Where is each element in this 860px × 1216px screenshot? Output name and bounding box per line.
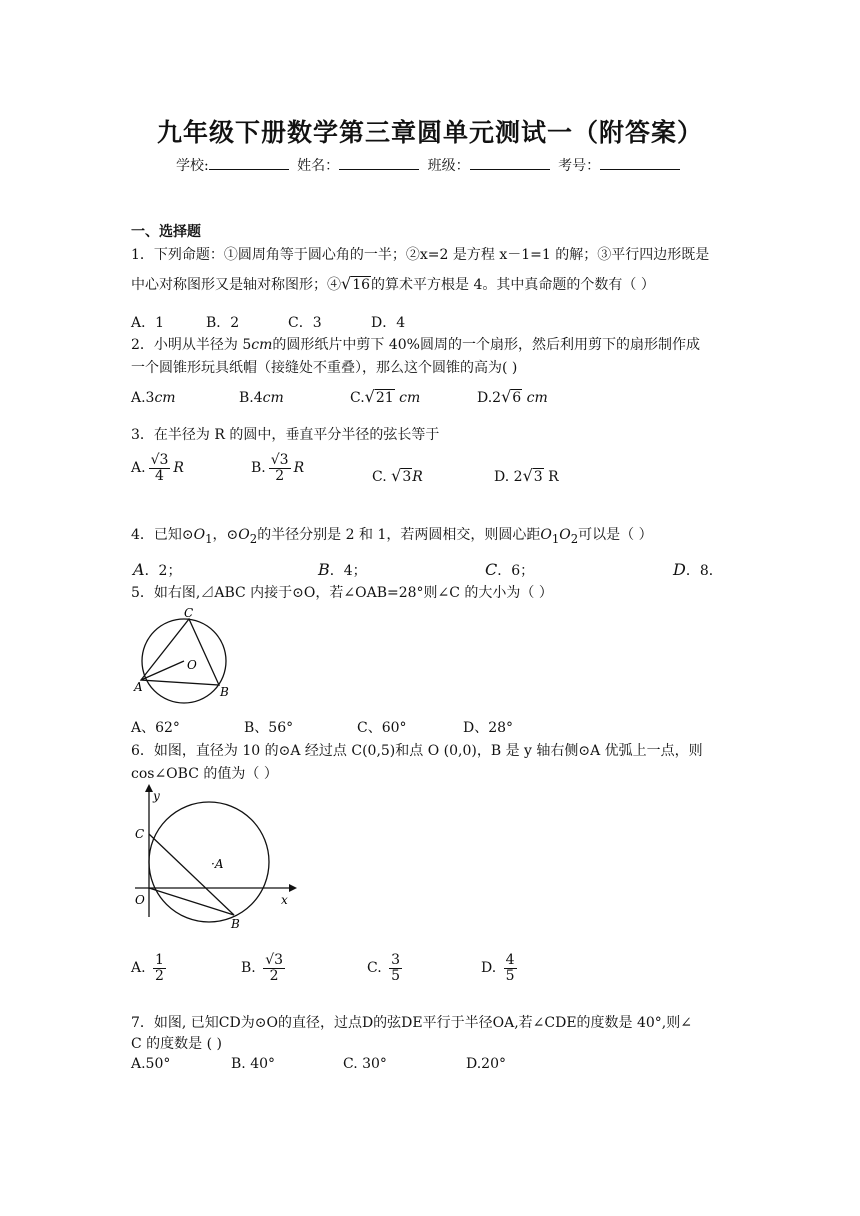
q5-line1: 5．如右图,⊿ABC 内接于⊙O，若∠OAB=28°则∠C 的大小为（ ） xyxy=(131,585,553,601)
q5-label-a: A xyxy=(134,680,143,694)
q7-option-a[interactable]: A.50° xyxy=(131,1056,171,1072)
q6-x-arrow xyxy=(289,884,297,892)
name-blank[interactable] xyxy=(339,156,419,170)
q6-label-b: B xyxy=(231,917,240,931)
q4-option-a[interactable]: A．2； xyxy=(133,560,182,579)
q7-option-d[interactable]: D.20° xyxy=(466,1056,506,1072)
q4-line1: 4．已知$⊙O_1$，$⊙O_2$的半径分别是 2 和 1，若两圆相交，则圆心距$O_1O_2$可以是（ ） xyxy=(131,527,653,546)
q2-option-c[interactable]: C.√21 cm xyxy=(350,387,421,406)
class-blank[interactable] xyxy=(470,156,550,170)
q7-option-b[interactable]: B. 40° xyxy=(231,1056,276,1072)
q7-line1: 7．如图, 已知CD为⊙O的直径，过点D的弦DE平行于半径OA,若∠CDE的度数是 40°,则∠ xyxy=(131,1015,692,1031)
q7-option-c[interactable]: C. 30° xyxy=(343,1056,387,1072)
q1-sqrt: √16 xyxy=(341,274,371,293)
q6-line1: 6．如图，直径为 10 的⊙A 经过点 C(0,5)和点 O (0,0)，B 是 y 轴右侧⊙A 优弧上一点，则 xyxy=(131,743,703,759)
q7-line2: C 的度数是 ( ) xyxy=(131,1036,222,1052)
q5-option-d[interactable]: D、28° xyxy=(463,720,514,736)
q6-label-x: x xyxy=(281,893,288,907)
q1-line2 xyxy=(131,274,655,294)
q3-option-a[interactable]: A. $\frac{√3}{4}$ R xyxy=(131,452,184,484)
student-info-row xyxy=(176,155,684,175)
class-label: 班级： xyxy=(427,158,470,174)
q1-option-c[interactable]: C．3 xyxy=(288,315,322,331)
q6-label-a: ·A xyxy=(211,857,224,871)
q6-segment-cb xyxy=(149,834,234,915)
q1-line2b: 的算术平方根是 4。其中真命题的个数有（ ） xyxy=(371,277,655,293)
q6-label-y: y xyxy=(153,789,160,803)
q2-line2: 一个圆锥形玩具纸帽（接缝处不重叠），那么这个圆锥的高为( ) xyxy=(131,360,518,376)
q2-line1: 2．小明从半径为 5cm的圆形纸片中剪下 40%圆周的一个扇形，然后利用剪下的扇形制作成 xyxy=(131,337,700,353)
q1-line2a: 中心对称图形又是轴对称图形；④ xyxy=(131,277,341,293)
q6-line2: cos∠OBC 的值为（ ） xyxy=(131,766,278,782)
q6-option-a[interactable]: A. $\frac{1}{2}$ xyxy=(131,952,164,984)
q2-option-d[interactable]: D.2√6 cm xyxy=(477,387,548,406)
q5-option-c[interactable]: C、60° xyxy=(357,720,407,736)
q6-segment-ob xyxy=(149,888,234,915)
name-label: 姓名： xyxy=(297,158,340,174)
q5-label-c: C xyxy=(184,606,194,620)
q6-label-c: C xyxy=(135,827,145,841)
q1-option-d[interactable]: D．4 xyxy=(371,315,406,331)
q6-y-arrow xyxy=(145,784,153,792)
q2-option-b[interactable]: B.4cm xyxy=(239,390,284,406)
q6-option-c[interactable]: C. $\frac{3}{5}$ xyxy=(367,952,401,984)
q3-line1: 3．在半径为 R 的圆中，垂直平分半径的弦长等于 xyxy=(131,427,440,443)
id-label: 考号： xyxy=(558,158,601,174)
q4-option-d[interactable]: D．8． xyxy=(673,560,723,579)
q1-option-a[interactable]: A．1 xyxy=(131,315,165,331)
q1-option-b[interactable]: B．2 xyxy=(206,315,240,331)
q4-option-c[interactable]: C．6； xyxy=(485,560,535,579)
q2-option-a[interactable]: A.3cm xyxy=(131,390,176,406)
q6-option-b[interactable]: B. $\frac{√3}{2}$ xyxy=(241,952,284,984)
q3-option-d[interactable]: D. 2√3 R xyxy=(494,466,559,485)
q4-option-b[interactable]: B．4； xyxy=(318,560,367,579)
school-label: 学校: xyxy=(176,158,209,174)
q5-label-b: B xyxy=(220,685,229,699)
q3-option-b[interactable]: B. $\frac{√3}{2}$ R xyxy=(251,452,305,484)
page-title: 九年级下册数学第三章圆单元测试一（附答案） xyxy=(156,118,703,147)
q5-option-b[interactable]: B、56° xyxy=(244,720,294,736)
q6-label-o: O xyxy=(135,893,145,907)
id-blank[interactable] xyxy=(600,156,680,170)
q6-circle xyxy=(149,802,269,922)
q3-option-c[interactable]: C. √3R xyxy=(372,466,423,485)
q5-radius-oa xyxy=(141,661,184,680)
section-heading: 一、选择题 xyxy=(131,224,201,240)
q6-option-d[interactable]: D. $\frac{4}{5}$ xyxy=(481,952,515,984)
q1-line1: 1．下列命题：①圆周角等于圆心角的一半；②x=2 是方程 x－1=1 的解；③平行四边形既是 xyxy=(131,247,710,263)
school-blank[interactable] xyxy=(209,156,289,170)
q6-coordinate-figure xyxy=(131,782,301,937)
q5-option-a[interactable]: A、62° xyxy=(131,720,180,736)
q5-label-o: O xyxy=(187,658,197,672)
q5-circle-figure xyxy=(131,602,241,712)
